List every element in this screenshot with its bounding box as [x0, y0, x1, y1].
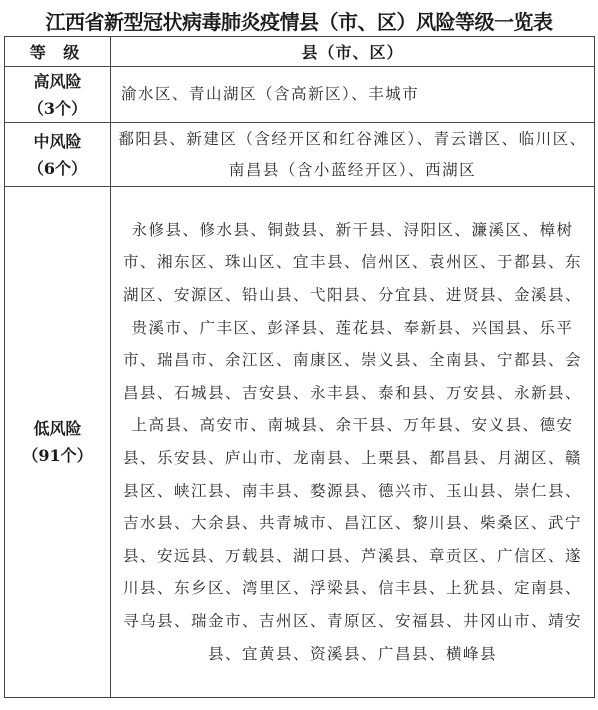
level-cell-low — [5, 187, 111, 698]
level-label-medium: 中风险 — [33, 131, 82, 151]
level-column-header: 等 级 — [5, 37, 111, 67]
areas-cell-medium: 鄱阳县、新建区（含经开区和红谷滩区）、青云谱区、临川区、南昌县（含小蓝经开区）、西湖区 — [111, 123, 595, 187]
level-cell-high — [5, 67, 111, 123]
table-row-low-risk — [5, 187, 595, 698]
risk-level-table — [4, 36, 595, 698]
level-label-low: 低风险 — [33, 419, 82, 438]
level-count-low: （91个） — [22, 446, 93, 465]
table-row-high-risk — [5, 67, 595, 123]
area-column-header: 县（市、区） — [111, 37, 595, 67]
table-row-medium-risk — [5, 123, 595, 187]
table-header-row — [5, 37, 595, 67]
level-count-high: （3个） — [27, 98, 88, 118]
page-title: 江西省新型冠状病毒肺炎疫情县（市、区）风险等级一览表 — [45, 10, 553, 34]
areas-cell-high: 渝水区、青山湖区（含高新区）、丰城市 — [111, 67, 595, 123]
level-label-high: 高风险 — [33, 71, 82, 91]
level-count-medium: （6个） — [27, 158, 88, 178]
areas-cell-low: 永修县、修水县、铜鼓县、新干县、浔阳区、濂溪区、樟树市、湘东区、珠山区、宜丰县、信州区、袁州区、于都县、东湖区、安源区、铅山县、弋阳县、分宜县、进贤县、金溪县、贵溪市、广丰区、彭泽县、莲花县、奉新县、兴国县、乐平市、瑞昌市、余江区、南康区、崇义县、全南县、宁都县、会昌县、石城县、吉安县、永丰县、泰和县、万安县、永新县、上高县、高安市、南城县、余干县、万年县、安义县、德安县、乐安县、庐山市、龙南县、上栗县、都昌县、月湖区、赣县区、峡江县、南丰县、婺源县、德兴市、玉山县、崇仁县、吉水县、大余县、共青城市、昌江区、黎川县、柴桑区、武宁县、安远县、万载县、湖口县、芦溪县、章贡区、广信区、遂川县、东乡区、湾里区、浮梁县、信丰县、上犹县、定南县、寻乌县、瑞金市、吉州区、青原区、安福县、井冈山市、靖安县、宜黄县、资溪县、广昌县、横峰县 — [111, 187, 595, 698]
level-cell-medium — [5, 123, 111, 187]
